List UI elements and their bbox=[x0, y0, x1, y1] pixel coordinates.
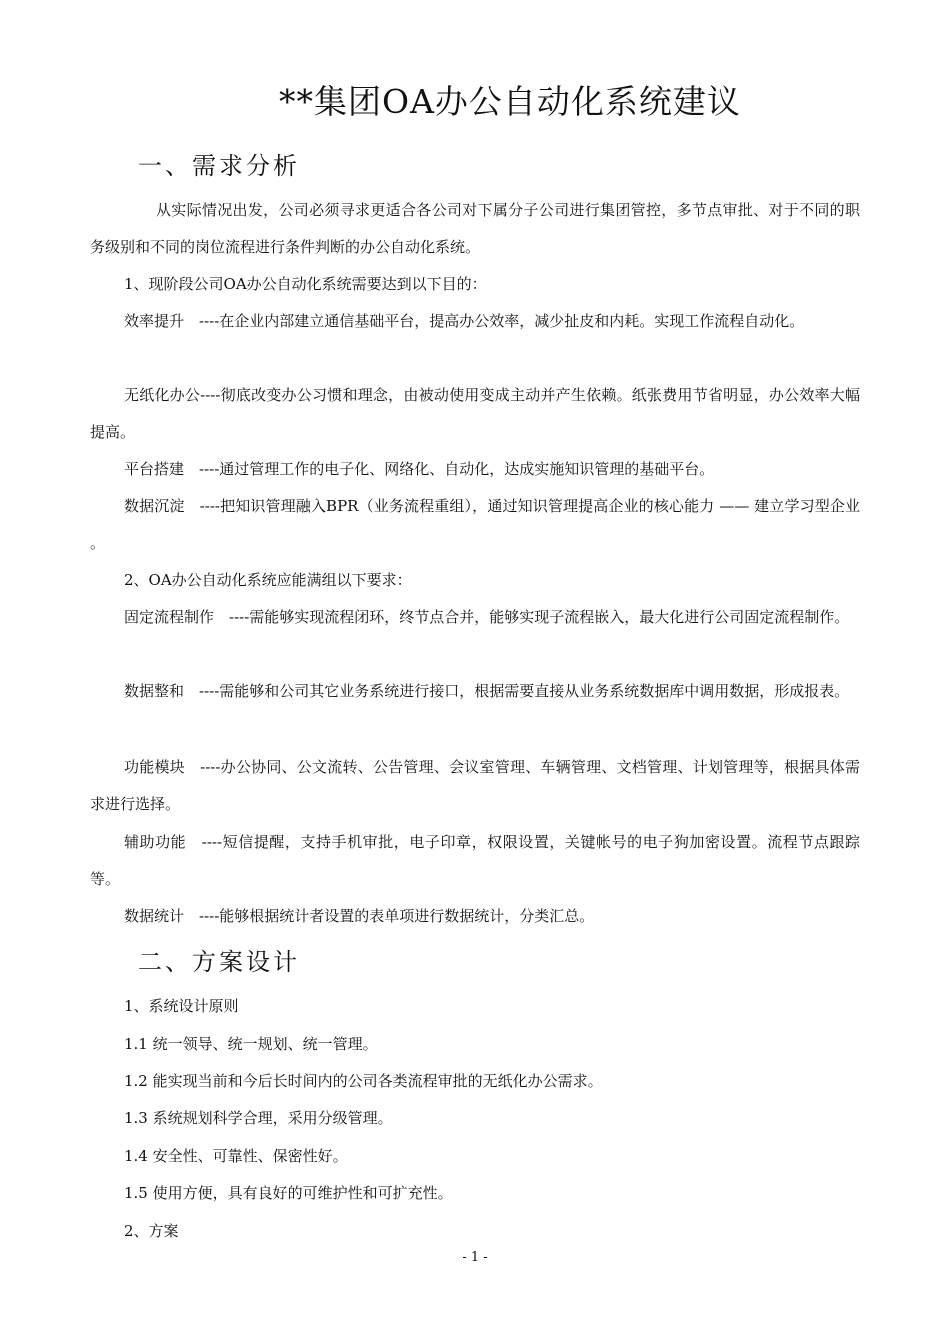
page-number: - 1 - bbox=[462, 1250, 488, 1265]
goal-heading: 1、现阶段公司OA办公自动化系统需要达到以下目的： bbox=[124, 275, 487, 293]
requirement-heading: 2、OA办公自动化系统应能满组以下要求： bbox=[124, 571, 412, 589]
requirement-item: 数据整和 ----需能够和公司其它业务系统进行接口，根据需要直接从业务系统数据库中调用数据，形成报表。 bbox=[124, 682, 850, 700]
goal-item: 无纸化办公----彻底改变办公习惯和理念，由被动使用变成主动并产生依赖。纸张费用节省明显，办公效率大幅提高。 bbox=[90, 386, 860, 441]
requirement-item: 固定流程制作 ----需能够实现流程闭环，终节点合并，能够实现子流程嵌入，最大化进行公司固定流程制作。 bbox=[124, 608, 850, 626]
principle-item: 1.2 能实现当前和今后长时间内的公司各类流程审批的无纸化办公需求。 bbox=[124, 1072, 603, 1090]
goal-item: 效率提升 ----在企业内部建立通信基础平台，提高办公效率，减少扯皮和内耗。实现工作流程自动化。 bbox=[124, 312, 805, 330]
principle-item: 1.5 使用方便，具有良好的可维护性和可扩充性。 bbox=[124, 1184, 453, 1202]
section-heading-requirements: 一、需求分析 bbox=[138, 152, 300, 180]
principle-heading: 1、系统设计原则 bbox=[124, 997, 239, 1015]
section-heading-design: 二、方案设计 bbox=[138, 948, 300, 976]
principle-item: 1.3 系统规划科学合理，采用分级管理。 bbox=[124, 1109, 393, 1127]
goal-item: 数据沉淀 ----把知识管理融入BPR（业务流程重组），通过知识管理提高企业的核心能力 —— 建立学习型企业 。 bbox=[90, 497, 860, 552]
requirement-item: 数据统计 ----能够根据统计者设置的表单项进行数据统计，分类汇总。 bbox=[124, 907, 595, 925]
requirement-item: 辅助功能 ----短信提醒，支持手机审批，电子印章，权限设置，关键帐号的电子狗加密设置。流程节点跟踪等。 bbox=[90, 833, 860, 888]
goal-item: 平台搭建 ----通过管理工作的电子化、网络化、自动化，达成实施知识管理的基础平台。 bbox=[124, 460, 715, 478]
principle-item: 1.1 统一领导、统一规划、统一管理。 bbox=[124, 1035, 378, 1053]
intro-paragraph: 从实际情况出发，公司必须寻求更适合各公司对下属分子公司进行集团管控，多节点审批、对于不同的职务级别和不同的岗位流程进行条件判断的办公自动化系统。 bbox=[90, 201, 860, 256]
plan-heading: 2、方案 bbox=[124, 1222, 179, 1240]
principle-item: 1.4 安全性、可靠性、保密性好。 bbox=[124, 1147, 348, 1165]
requirement-item: 功能模块 ----办公协同、公文流转、公告管理、会议室管理、车辆管理、文档管理、计划管理等，根据具体需求进行选择。 bbox=[90, 758, 860, 813]
document-title: **集团OA办公自动化系统建议 bbox=[279, 82, 741, 121]
